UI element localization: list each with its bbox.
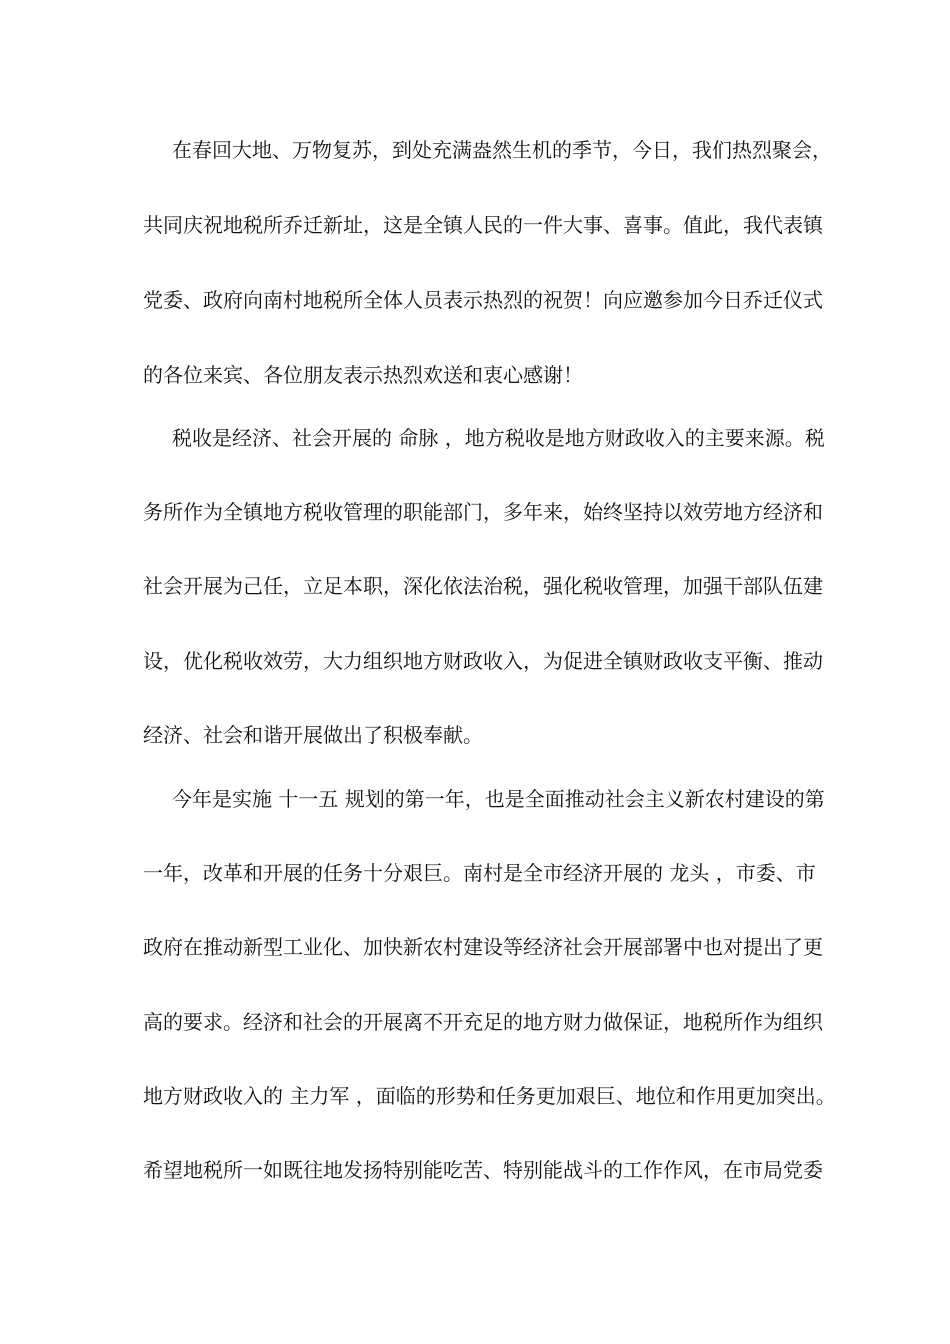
paragraph-1-line-3: 党委、政府向南村地税所全体人员表示热烈的祝贺！向应邀参加今日乔迁仪式 <box>143 288 823 312</box>
paragraph-3-line-1: 今年是实施 十一五 规划的第一年，也是全面推动社会主义新农村建设的第 <box>172 787 825 811</box>
paragraph-2-line-5: 经济、社会和谐开展做出了积极奉献。 <box>143 723 483 747</box>
paragraph-1-line-2: 共同庆祝地税所乔迁新址，这是全镇人民的一件大事、喜事。值此，我代表镇 <box>143 213 823 237</box>
paragraph-2-line-2: 务所作为全镇地方税收管理的职能部门，多年来，始终坚持以效劳地方经济和 <box>143 500 823 524</box>
paragraph-2-line-1: 税收是经济、社会开展的 命脉 ，地方税收是地方财政收入的主要来源。税 <box>172 426 825 450</box>
paragraph-1-line-1: 在春回大地、万物复苏，到处充满盎然生机的季节，今日，我们热烈聚会， <box>172 138 832 162</box>
paragraph-3-line-6: 希望地税所一如既往地发扬特别能吃苦、特别能战斗的工作作风，在市局党委 <box>143 1158 823 1182</box>
paragraph-3-line-5: 地方财政收入的 主力军 ，面临的形势和任务更加艰巨、地位和作用更加突出。 <box>143 1084 836 1108</box>
paragraph-3-line-4: 高的要求。经济和社会的开展离不开充足的地方财力做保证，地税所作为组织 <box>143 1010 823 1034</box>
paragraph-1-line-4: 的各位来宾、各位朋友表示热烈欢送和衷心感谢！ <box>143 363 583 387</box>
paragraph-3-line-3: 政府在推动新型工业化、加快新农村建设等经济社会开展部署中也对提出了更 <box>143 935 823 959</box>
paragraph-3-line-2: 一年，改革和开展的任务十分艰巨。南村是全市经济开展的 龙头 ，市委、市 <box>143 861 816 885</box>
paragraph-2-line-3: 社会开展为己任，立足本职，深化依法治税，强化税收管理，加强干部队伍建 <box>143 574 823 598</box>
paragraph-2-line-4: 设，优化税收效劳，大力组织地方财政收入，为促进全镇财政收支平衡、推动 <box>143 649 823 673</box>
